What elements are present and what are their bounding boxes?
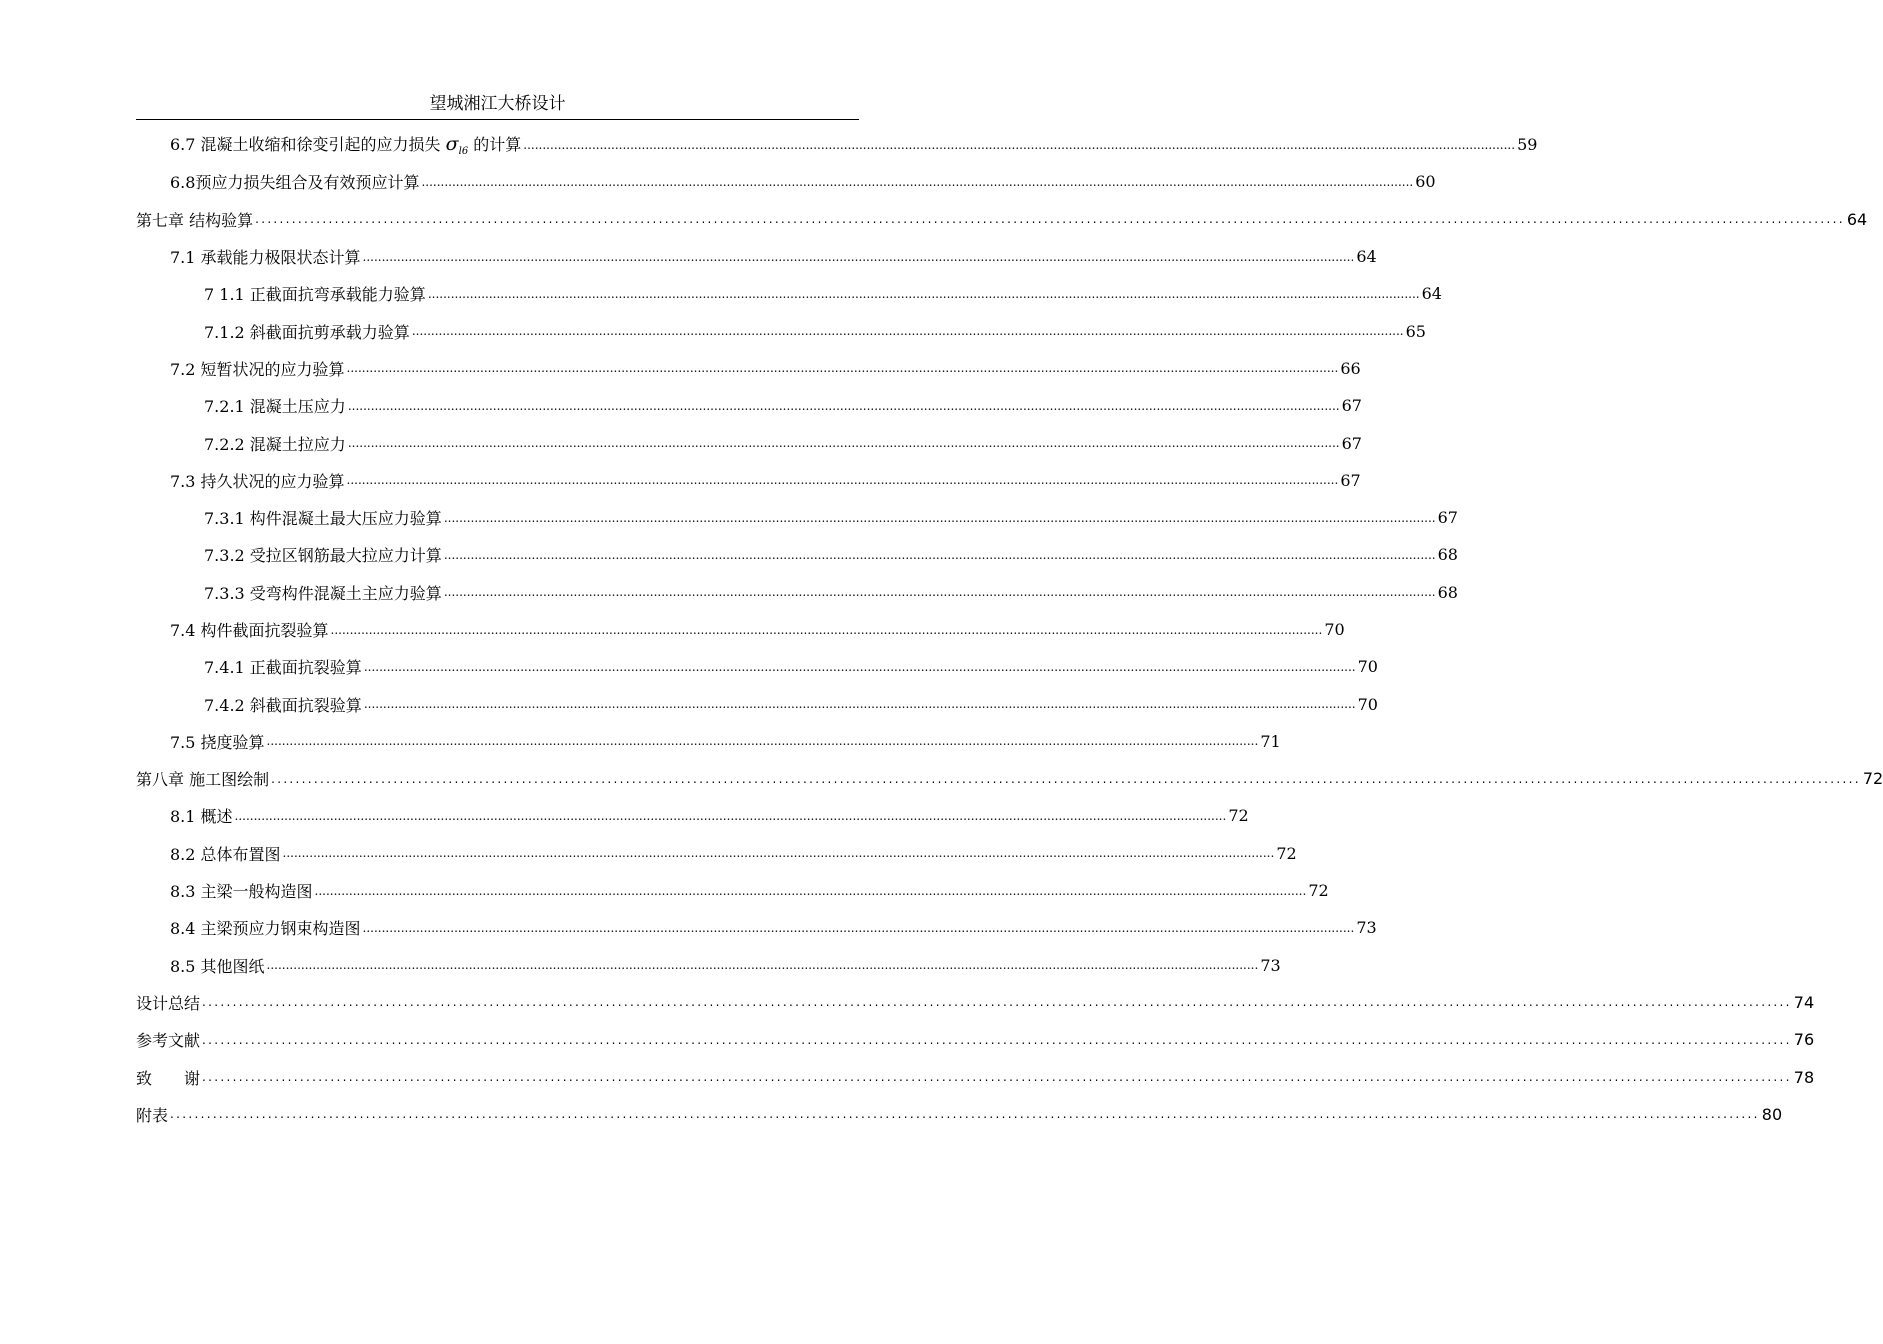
toc-entry[interactable]	[136, 872, 1329, 909]
toc-entry-title: 7.3 持久状况的应力验算	[170, 471, 345, 491]
toc-entry-title: 8.1 概述	[170, 807, 233, 827]
toc-entry[interactable]	[136, 350, 1361, 387]
toc-entry-page-number: 67	[1341, 433, 1362, 453]
sigma-subscript: l6	[458, 146, 469, 158]
toc-entry[interactable]	[136, 275, 1442, 312]
toc-entry-title: 7.3.2 受拉区钢筋最大拉应力计算	[204, 546, 442, 566]
toc-entry-page-number: 72	[1276, 843, 1297, 863]
dot-leader: ....................................................................................................................................................................................................................................................................	[202, 995, 1792, 1010]
dot-leader: ....................................................................................................................................................................................................................................................................	[362, 249, 1355, 264]
dot-leader: ....................................................................................................................................................................................................................................................................	[362, 920, 1355, 935]
toc-entry-page-number: 74	[1793, 992, 1815, 1012]
toc-entry-page-number: 70	[1357, 657, 1378, 677]
toc-entry[interactable]	[136, 424, 1362, 461]
toc-entry-page-number: 73	[1356, 918, 1377, 938]
dot-leader: ....................................................................................................................................................................................................................................................................	[346, 473, 1339, 488]
dot-leader: ....................................................................................................................................................................................................................................................................	[443, 547, 1436, 562]
toc-entry-page-number: 72	[1308, 881, 1329, 901]
dot-leader: ....................................................................................................................................................................................................................................................................	[266, 734, 1259, 749]
header-rule	[136, 119, 859, 120]
toc-entry-page-number: 60	[1415, 172, 1436, 192]
toc-entry-title: 7.4.1 正截面抗裂验算	[204, 658, 362, 678]
page-header-title: 望城湘江大桥设计	[429, 94, 566, 114]
toc-entry[interactable]	[136, 723, 1281, 760]
toc-entry-title: 7.3.3 受弯构件混凝土主应力验算	[204, 583, 442, 603]
dot-leader: ....................................................................................................................................................................................................................................................................	[427, 286, 1420, 301]
toc-entry-title: 8.3 主梁一般构造图	[170, 882, 313, 902]
toc-entry-title: 8.4 主梁预应力钢束构造图	[170, 919, 361, 939]
toc-entry-page-number: 73	[1260, 955, 1281, 975]
toc-entry[interactable]	[136, 499, 1458, 536]
dot-leader: ....................................................................................................................................................................................................................................................................	[523, 137, 1516, 152]
toc-entry[interactable]	[136, 574, 1458, 611]
toc-entry[interactable]	[136, 1021, 1815, 1058]
dot-leader: ....................................................................................................................................................................................................................................................................	[266, 958, 1259, 973]
toc-entry-title: 致 谢	[136, 1068, 201, 1088]
toc-entry-title: 7.4 构件截面抗裂验算	[170, 621, 329, 640]
toc-entry-page-number: 64	[1421, 284, 1442, 304]
toc-entry-title: 8.2 总体布置图	[170, 844, 281, 864]
toc-entry-title: 8.5 其他图纸	[170, 956, 265, 976]
toc-entry[interactable]	[136, 1096, 1783, 1133]
toc-entry-page-number: 67	[1341, 396, 1362, 416]
dot-leader: ....................................................................................................................................................................................................................................................................	[330, 622, 1323, 637]
toc-entry-page-number: 76	[1793, 1030, 1815, 1050]
toc-entry-page-number: 70	[1324, 620, 1345, 639]
toc-entry[interactable]	[136, 797, 1249, 834]
sigma-symbol: σ	[445, 133, 459, 156]
toc-entry-title: 第八章 施工图绘制	[136, 770, 270, 790]
toc-entry-page-number: 66	[1340, 358, 1361, 378]
toc-entry-title-prefix: 6.7 混凝土收缩和徐变引起的应力损失	[170, 135, 441, 155]
toc-entry-page-number: 67	[1437, 508, 1458, 528]
toc-entry[interactable]	[136, 163, 1436, 200]
toc-entry[interactable]	[136, 1058, 1815, 1095]
toc-entry-title: 设计总结	[136, 993, 201, 1013]
toc-entry[interactable]	[136, 238, 1377, 275]
dot-leader: ....................................................................................................................................................................................................................................................................	[443, 510, 1436, 525]
toc-entry-title: 7.5 挠度验算	[170, 732, 265, 752]
toc-entry[interactable]	[136, 387, 1362, 424]
toc-entry-page-number: 67	[1340, 470, 1361, 490]
dot-leader: ....................................................................................................................................................................................................................................................................	[202, 1070, 1792, 1085]
toc-entry-page-number: 70	[1357, 694, 1378, 714]
dot-leader: ....................................................................................................................................................................................................................................................................	[411, 324, 1404, 339]
toc-entry-title: 7.2.1 混凝土压应力	[204, 397, 346, 417]
dot-leader: ....................................................................................................................................................................................................................................................................	[234, 808, 1227, 823]
dot-leader: ....................................................................................................................................................................................................................................................................	[347, 398, 1340, 413]
dot-leader: ....................................................................................................................................................................................................................................................................	[421, 174, 1414, 189]
toc-entry[interactable]	[136, 648, 1378, 685]
dot-leader: ....................................................................................................................................................................................................................................................................	[443, 585, 1436, 600]
dot-leader: ....................................................................................................................................................................................................................................................................	[271, 771, 1861, 786]
toc-entry[interactable]	[136, 984, 1815, 1021]
dot-leader: ....................................................................................................................................................................................................................................................................	[255, 212, 1845, 227]
toc-entry-title: 7.2.2 混凝土拉应力	[204, 434, 346, 454]
toc-entry-page-number: 72	[1228, 806, 1249, 826]
toc-entry-title: 7.1.2 斜截面抗剪承载力验算	[204, 322, 410, 342]
table-of-contents	[136, 126, 1883, 1133]
toc-entry[interactable]	[136, 947, 1281, 984]
toc-entry[interactable]	[136, 685, 1378, 722]
dot-leader: ....................................................................................................................................................................................................................................................................	[314, 883, 1307, 898]
toc-entry[interactable]	[136, 611, 1345, 648]
toc-entry-title: 6.8预应力损失组合及有效预应计算	[170, 173, 420, 193]
toc-entry[interactable]	[136, 312, 1426, 349]
toc-entry[interactable]	[136, 760, 1883, 797]
dot-leader: ....................................................................................................................................................................................................................................................................	[170, 1107, 1760, 1122]
toc-entry-page-number: 68	[1437, 545, 1458, 565]
toc-entry-page-number: 68	[1437, 582, 1458, 602]
toc-entry-title-suffix: 的计算	[473, 135, 522, 155]
toc-entry-title: 7.1 承载能力极限状态计算	[170, 248, 361, 268]
toc-entry[interactable]	[136, 536, 1458, 573]
toc-entry[interactable]	[136, 126, 1538, 163]
toc-entry-page-number: 80	[1761, 1104, 1783, 1124]
toc-entry-page-number: 64	[1846, 209, 1868, 229]
toc-entry-page-number: 59	[1517, 135, 1538, 155]
toc-entry-page-number: 65	[1405, 321, 1426, 341]
toc-entry-title: 附表	[136, 1105, 169, 1125]
toc-entry-page-number: 71	[1260, 731, 1281, 751]
toc-entry-title: 参考文献	[136, 1031, 201, 1051]
toc-entry-page-number: 72	[1862, 769, 1883, 789]
dot-leader: ....................................................................................................................................................................................................................................................................	[363, 659, 1356, 674]
toc-entry[interactable]	[136, 201, 1868, 238]
dot-leader: ....................................................................................................................................................................................................................................................................	[202, 1032, 1792, 1047]
toc-entry-title: 第七章 结构验算	[136, 210, 254, 230]
toc-entry-title: 7.4.2 斜截面抗裂验算	[204, 695, 362, 715]
toc-entry[interactable]	[136, 462, 1361, 499]
toc-entry-title: 7 1.1 正截面抗弯承载能力验算	[204, 285, 426, 305]
toc-entry-title	[170, 132, 521, 157]
dot-leader: ....................................................................................................................................................................................................................................................................	[347, 436, 1340, 451]
toc-entry[interactable]	[136, 909, 1377, 946]
dot-leader: ....................................................................................................................................................................................................................................................................	[363, 697, 1356, 712]
toc-entry-title: 7.3.1 构件混凝土最大压应力验算	[204, 509, 442, 529]
dot-leader: ....................................................................................................................................................................................................................................................................	[282, 846, 1275, 861]
dot-leader: ....................................................................................................................................................................................................................................................................	[346, 361, 1339, 376]
toc-entry-page-number: 78	[1793, 1067, 1815, 1087]
toc-entry[interactable]	[136, 835, 1297, 872]
toc-entry-title: 7.2 短暂状况的应力验算	[170, 359, 345, 379]
toc-entry-page-number: 64	[1356, 247, 1377, 267]
